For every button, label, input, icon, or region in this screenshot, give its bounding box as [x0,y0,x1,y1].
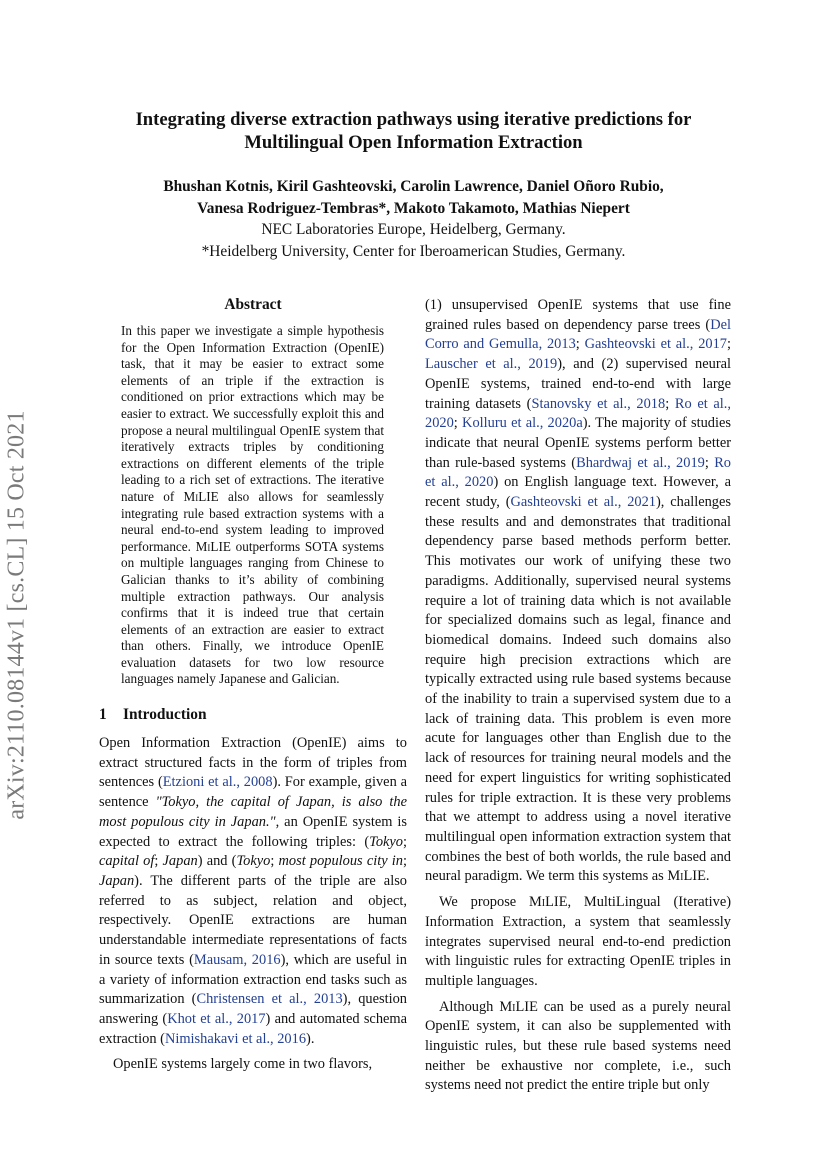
system-name: MiLIE [499,998,538,1015]
author-block [0,176,827,262]
section-heading-introduction [99,706,407,724]
citation-link[interactable]: Kolluru et al., 2020a [462,415,583,432]
citation-link[interactable]: Mausam, 2016 [193,951,281,968]
citation-link[interactable]: Stanovsky et al., 2018 [531,395,666,412]
citation-link[interactable]: Lauscher et al., 2019 [425,356,558,373]
right-paragraph-2: We propose MiLIE, MultiLingual (Iterative) Information Extraction, a system that seamlessly integrates supervised neural end-to-end prediction with linguistic rules for extracting OpenIE triples in multiple languages. [425,894,732,989]
arxiv-identifier-stamp [2,355,32,875]
title-line-2: Multilingual Open Information Extraction [244,132,583,153]
system-name: MiLIE [667,868,706,885]
introduction-body-continued [425,296,731,1096]
system-name: MiLIE [195,538,231,554]
title-line-1: Integrating diverse extraction pathways using iterative predictions for [135,109,692,130]
section-number: 1 [99,706,107,724]
example-sentence: "Tokyo, the capital of Japan, is also the most populous city in Japan." [99,794,407,830]
citation-link[interactable]: Del Corro and Gemulla, 2013 [425,316,731,353]
abstract-body [121,323,384,688]
right-paragraph-3: Although MiLIE can be used as a purely neural OpenIE system, it can also be supplemented with linguistic rules, but these rule based systems need neither be exhaustive nor complete, i.e., such systems need not predict the entire triple but only [425,998,731,1094]
section-title: Introduction [123,706,207,724]
system-name: MiLIE [183,488,219,504]
citation-link[interactable]: Gashteovski et al., 2017 [584,336,727,353]
system-name: MiLIE [529,894,568,911]
abstract-heading: Abstract [224,296,282,313]
right-column [425,296,731,1096]
paper-title [0,108,827,154]
introduction-body [99,734,407,1075]
intro-paragraph-2: OpenIE systems largely come in two flavors, [113,1056,373,1073]
citation-link[interactable]: Etzioni et al., 2008 [162,774,273,791]
left-column [99,296,407,1075]
citation-link[interactable]: Khot et al., 2017 [167,1010,266,1027]
intro-paragraph-1: Open Information Extraction (OpenIE) aims to extract structured facts in the form of triples from sentences (Etzioni et al., 2008). For example, given a sentence "Tokyo, the capital of Japan, is also the most populous city in Japan.", an OpenIE system is expected to extract the following triples: (Tokyo; capital of; Japan) and (Tokyo; most populous city in; Japan). The different parts of the triple are also referred to as subject, relation and object, respectively. OpenIE extractions are human understandable intermediate representations of facts in source texts (Mausam, 2016), which are useful in a variety of information extraction end tasks such as summarization (Christensen et al., 2013), question answering (Khot et al., 2017) and automated schema extraction (Nimishakavi et al., 2016). [99,735,407,1047]
abstract-paragraph: In this paper we investigate a simple hypothesis for the Open Information Extraction (OpenIE) task, that it may be easier to extract some elements of an triple if the extraction is conditioned on prior extractions which may be easier to extract. We successfully exploit this and propose a neural multilingual OpenIE system that iteratively extracts triples by conditioning extractions on different elements of the triple leading to a rich set of extractions. The iterative nature of MiLIE also allows for seamlessly integrating rule based extraction systems with a neural end-to-end system leading to improved performance. MiLIE outperforms SOTA systems on multiple languages ranging from Chinese to Galician thanks to it’s ability of combining multiple extraction pathways. Our analysis confirms that it is indeed true that certain elements of an extraction are easier to extract than others. Finally, we introduce OpenIE evaluation datasets for two low resource languages namely Japanese and Galician. [121,323,384,687]
citation-link[interactable]: Gashteovski et al., 2021 [510,494,656,511]
citation-link[interactable]: Nimishakavi et al., 2016 [164,1030,307,1047]
right-paragraph-1: (1) unsupervised OpenIE systems that use fine grained rules based on dependency parse trees (Del Corro and Gemulla, 2013; Gashteovski et al., 2017; Lauscher et al., 2019), and (2) supervised neural OpenIE systems, trained end-to-end with large training datasets (Stanovsky et al., 2018; Ro et al., 2020; Kolluru et al., 2020a). The majority of studies indicate that neural OpenIE systems perform better than rule-based systems (Bhardwaj et al., 2019; Ro et al., 2020) on English language text. However, a recent study, (Gashteovski et al., 2021), challenges these results and and demonstrates that traditional dependency parse based methods perform better. This motivates our work of unifying these two paradigms. Additionally, supervised neural systems require a lot of training data which is not available for specialized domains such as legal, finance and biomedical domains. Indeed such domains also require high precision extractions which are typically extracted using rule based systems because of the inability to train a supervised system due to a lack of training data. This problem is even more acute for languages other than English due to the lack of resources for training neural models and the need for expert linguistics for writing sophisticated rules for triple extraction. It is these very problems that we attempt to address using a novel iterative multilingual open information extraction system that combines the best of both worlds, the rule based and neural paradigm. We term this systems as MiLIE. [425,297,732,885]
citation-link[interactable]: Ro et al., 2020 [425,395,731,432]
affiliation-1: NEC Laboratories Europe, Heidelberg, Germany. [261,221,566,238]
citation-link[interactable]: Christensen et al., 2013 [196,991,343,1008]
authors-line-1: Bhushan Kotnis, Kiril Gashteovski, Carolin Lawrence, Daniel Oñoro Rubio, [163,178,664,195]
affiliation-2: *Heidelberg University, Center for Iberoamerican Studies, Germany. [201,242,626,260]
authors-line-2: Vanesa Rodriguez-Tembras*, Makoto Takamoto, Mathias Niepert [197,199,630,217]
arxiv-id-text: arXiv:2110.08144v1 [cs.CL] 15 Oct 2021 [3,410,30,820]
citation-link[interactable]: Ro et al., 2020 [425,454,731,491]
citation-link[interactable]: Bhardwaj et al., 2019 [576,454,705,471]
